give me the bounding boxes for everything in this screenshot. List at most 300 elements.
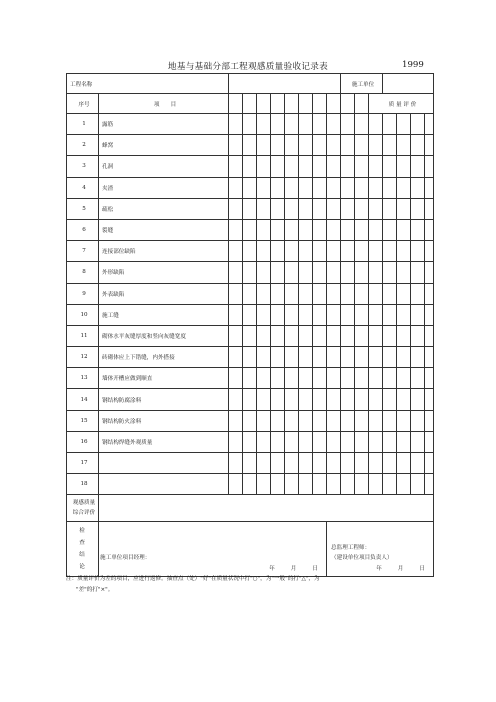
- check-cell[interactable]: [285, 241, 299, 262]
- rating-cell[interactable]: [369, 156, 383, 177]
- check-cell[interactable]: [299, 347, 313, 368]
- check-cell[interactable]: [355, 262, 369, 283]
- check-cell[interactable]: [229, 389, 243, 410]
- rating-cell[interactable]: [369, 219, 383, 240]
- check-cell[interactable]: [243, 453, 257, 474]
- item-name: 钢结构焊缝外观质量: [99, 431, 229, 452]
- check-cell[interactable]: [313, 114, 327, 135]
- check-cell[interactable]: [327, 177, 341, 198]
- check-cell[interactable]: [313, 198, 327, 219]
- check-cell[interactable]: [327, 114, 341, 135]
- check-cell[interactable]: [327, 410, 341, 431]
- check-cell[interactable]: [257, 431, 271, 452]
- rating-header: 质 量 评 价: [369, 94, 434, 114]
- supervisor-date: [362, 564, 427, 572]
- item-number: 8: [67, 262, 99, 283]
- check-cell[interactable]: [285, 135, 299, 156]
- check-cell[interactable]: [271, 114, 285, 135]
- check-cell[interactable]: [285, 431, 299, 452]
- check-cell[interactable]: [243, 198, 257, 219]
- rating-cell[interactable]: [383, 156, 397, 177]
- rating-cell[interactable]: [383, 241, 397, 262]
- check-cell[interactable]: [355, 241, 369, 262]
- rating-cell[interactable]: [425, 198, 434, 219]
- check-cell[interactable]: [257, 368, 271, 389]
- rating-cell[interactable]: [411, 368, 425, 389]
- check-cell[interactable]: [285, 283, 299, 304]
- check-cell[interactable]: [285, 219, 299, 240]
- item-name: 孔洞: [99, 156, 229, 177]
- rating-cell[interactable]: [369, 304, 383, 325]
- rating-cell[interactable]: [411, 347, 425, 368]
- check-cell[interactable]: [229, 347, 243, 368]
- rating-cell[interactable]: [369, 241, 383, 262]
- rating-cell[interactable]: [425, 219, 434, 240]
- check-cell[interactable]: [229, 431, 243, 452]
- rating-cell[interactable]: [369, 283, 383, 304]
- check-header: [299, 94, 313, 114]
- check-cell[interactable]: [313, 347, 327, 368]
- item-header: 项 目: [99, 94, 229, 114]
- check-cell[interactable]: [355, 156, 369, 177]
- rating-cell[interactable]: [369, 177, 383, 198]
- rating-cell[interactable]: [383, 325, 397, 346]
- check-cell[interactable]: [229, 219, 243, 240]
- check-cell[interactable]: [313, 368, 327, 389]
- check-cell[interactable]: [229, 474, 243, 495]
- check-cell[interactable]: [243, 347, 257, 368]
- check-cell[interactable]: [299, 177, 313, 198]
- item-number: 13: [67, 368, 99, 389]
- check-cell[interactable]: [327, 135, 341, 156]
- check-cell[interactable]: [341, 389, 355, 410]
- check-cell[interactable]: [313, 262, 327, 283]
- rating-cell[interactable]: [369, 389, 383, 410]
- check-cell[interactable]: [285, 368, 299, 389]
- check-cell[interactable]: [313, 219, 327, 240]
- rating-cell[interactable]: [397, 262, 411, 283]
- table-row: [67, 135, 434, 156]
- rating-cell[interactable]: [397, 410, 411, 431]
- rating-cell[interactable]: [411, 410, 425, 431]
- check-cell[interactable]: [355, 410, 369, 431]
- contractor-signoff[interactable]: [99, 522, 327, 577]
- rating-cell[interactable]: [425, 431, 434, 452]
- rating-cell[interactable]: [383, 347, 397, 368]
- check-cell[interactable]: [341, 325, 355, 346]
- rating-cell[interactable]: [369, 325, 383, 346]
- check-cell[interactable]: [243, 304, 257, 325]
- rating-cell[interactable]: [383, 431, 397, 452]
- check-cell[interactable]: [313, 325, 327, 346]
- check-cell[interactable]: [355, 198, 369, 219]
- check-cell[interactable]: [229, 177, 243, 198]
- rating-cell[interactable]: [425, 368, 434, 389]
- table-row: [67, 219, 434, 240]
- rating-cell[interactable]: [369, 431, 383, 452]
- check-cell[interactable]: [257, 389, 271, 410]
- table-row: [67, 177, 434, 198]
- check-cell[interactable]: [327, 262, 341, 283]
- rating-cell[interactable]: [425, 304, 434, 325]
- check-cell[interactable]: [271, 177, 285, 198]
- check-cell[interactable]: [243, 241, 257, 262]
- check-cell[interactable]: [299, 453, 313, 474]
- check-cell[interactable]: [271, 156, 285, 177]
- check-cell[interactable]: [243, 135, 257, 156]
- rating-cell[interactable]: [397, 304, 411, 325]
- rating-cell[interactable]: [383, 410, 397, 431]
- check-header: [243, 94, 257, 114]
- check-cell[interactable]: [355, 114, 369, 135]
- check-cell[interactable]: [313, 283, 327, 304]
- check-cell[interactable]: [257, 474, 271, 495]
- check-cell[interactable]: [299, 198, 313, 219]
- check-cell[interactable]: [271, 135, 285, 156]
- rating-cell[interactable]: [411, 453, 425, 474]
- rating-cell[interactable]: [425, 241, 434, 262]
- check-cell[interactable]: [327, 198, 341, 219]
- check-cell[interactable]: [341, 219, 355, 240]
- check-cell[interactable]: [257, 325, 271, 346]
- check-cell[interactable]: [257, 410, 271, 431]
- check-cell[interactable]: [299, 304, 313, 325]
- check-cell[interactable]: [341, 368, 355, 389]
- rating-cell[interactable]: [425, 156, 434, 177]
- check-cell[interactable]: [341, 156, 355, 177]
- check-cell[interactable]: [313, 177, 327, 198]
- check-cell[interactable]: [341, 241, 355, 262]
- check-cell[interactable]: [229, 410, 243, 431]
- check-cell[interactable]: [229, 114, 243, 135]
- supervisor-signoff[interactable]: [327, 522, 434, 577]
- check-cell[interactable]: [271, 389, 285, 410]
- check-cell[interactable]: [313, 135, 327, 156]
- check-cell[interactable]: [299, 283, 313, 304]
- rating-cell[interactable]: [411, 177, 425, 198]
- rating-cell[interactable]: [425, 389, 434, 410]
- check-cell[interactable]: [327, 219, 341, 240]
- rating-cell[interactable]: [425, 347, 434, 368]
- check-cell[interactable]: [229, 325, 243, 346]
- project-name-field[interactable]: [229, 74, 341, 94]
- check-cell[interactable]: [257, 283, 271, 304]
- check-cell[interactable]: [229, 368, 243, 389]
- check-cell[interactable]: [271, 453, 285, 474]
- check-cell[interactable]: [229, 283, 243, 304]
- rating-cell[interactable]: [369, 474, 383, 495]
- rating-cell[interactable]: [397, 474, 411, 495]
- check-cell[interactable]: [243, 262, 257, 283]
- check-cell[interactable]: [341, 177, 355, 198]
- check-cell[interactable]: [243, 368, 257, 389]
- check-cell[interactable]: [355, 474, 369, 495]
- check-cell[interactable]: [341, 410, 355, 431]
- check-cell[interactable]: [257, 156, 271, 177]
- rating-cell[interactable]: [397, 177, 411, 198]
- check-cell[interactable]: [341, 198, 355, 219]
- check-header: [229, 94, 243, 114]
- check-cell[interactable]: [313, 389, 327, 410]
- rating-cell[interactable]: [369, 453, 383, 474]
- rating-cell[interactable]: [425, 474, 434, 495]
- check-cell[interactable]: [327, 389, 341, 410]
- check-cell[interactable]: [299, 474, 313, 495]
- check-cell[interactable]: [299, 389, 313, 410]
- check-cell[interactable]: [271, 219, 285, 240]
- check-cell[interactable]: [257, 198, 271, 219]
- rating-cell[interactable]: [425, 325, 434, 346]
- check-cell[interactable]: [327, 241, 341, 262]
- rating-cell[interactable]: [383, 283, 397, 304]
- check-cell[interactable]: [271, 198, 285, 219]
- check-cell[interactable]: [299, 431, 313, 452]
- check-cell[interactable]: [229, 198, 243, 219]
- rating-cell[interactable]: [397, 389, 411, 410]
- check-cell[interactable]: [257, 453, 271, 474]
- rating-cell[interactable]: [411, 474, 425, 495]
- project-manager-label: 施工单位项目经理：: [100, 555, 151, 562]
- check-cell[interactable]: [341, 474, 355, 495]
- check-cell[interactable]: [229, 241, 243, 262]
- rating-cell[interactable]: [397, 325, 411, 346]
- rating-cell[interactable]: [397, 198, 411, 219]
- rating-cell[interactable]: [411, 389, 425, 410]
- check-cell[interactable]: [257, 304, 271, 325]
- check-cell[interactable]: [355, 389, 369, 410]
- check-cell[interactable]: [243, 389, 257, 410]
- check-cell[interactable]: [257, 219, 271, 240]
- rating-cell[interactable]: [411, 241, 425, 262]
- rating-cell[interactable]: [383, 135, 397, 156]
- check-cell[interactable]: [355, 304, 369, 325]
- rating-cell[interactable]: [383, 198, 397, 219]
- check-cell[interactable]: [271, 347, 285, 368]
- rating-cell[interactable]: [383, 368, 397, 389]
- check-cell[interactable]: [243, 219, 257, 240]
- check-cell[interactable]: [271, 474, 285, 495]
- rating-cell[interactable]: [397, 219, 411, 240]
- rating-cell[interactable]: [369, 347, 383, 368]
- conclusion-label: [67, 522, 99, 577]
- rating-cell[interactable]: [397, 347, 411, 368]
- check-cell[interactable]: [243, 283, 257, 304]
- check-cell[interactable]: [355, 453, 369, 474]
- rating-cell[interactable]: [411, 156, 425, 177]
- check-cell[interactable]: [257, 262, 271, 283]
- rating-cell[interactable]: [383, 262, 397, 283]
- check-cell[interactable]: [341, 135, 355, 156]
- check-cell[interactable]: [341, 283, 355, 304]
- check-cell[interactable]: [355, 431, 369, 452]
- check-cell[interactable]: [285, 410, 299, 431]
- check-cell[interactable]: [285, 114, 299, 135]
- check-cell[interactable]: [229, 304, 243, 325]
- check-cell[interactable]: [229, 135, 243, 156]
- rating-cell[interactable]: [425, 135, 434, 156]
- check-cell[interactable]: [299, 410, 313, 431]
- check-cell[interactable]: [271, 241, 285, 262]
- check-cell[interactable]: [257, 114, 271, 135]
- check-cell[interactable]: [313, 410, 327, 431]
- rating-cell[interactable]: [397, 283, 411, 304]
- check-cell[interactable]: [341, 431, 355, 452]
- check-cell[interactable]: [299, 156, 313, 177]
- table-row: [67, 453, 434, 474]
- check-cell[interactable]: [243, 474, 257, 495]
- check-cell[interactable]: [271, 283, 285, 304]
- check-cell[interactable]: [341, 304, 355, 325]
- check-cell[interactable]: [285, 474, 299, 495]
- check-cell[interactable]: [229, 262, 243, 283]
- rating-cell[interactable]: [425, 114, 434, 135]
- contractor-field[interactable]: [383, 74, 434, 94]
- rating-cell[interactable]: [369, 114, 383, 135]
- check-cell[interactable]: [355, 177, 369, 198]
- check-cell[interactable]: [341, 114, 355, 135]
- check-cell[interactable]: [327, 474, 341, 495]
- rating-cell[interactable]: [397, 431, 411, 452]
- rating-cell[interactable]: [411, 114, 425, 135]
- check-cell[interactable]: [341, 347, 355, 368]
- check-cell[interactable]: [229, 156, 243, 177]
- check-cell[interactable]: [285, 156, 299, 177]
- check-cell[interactable]: [299, 241, 313, 262]
- form-year: 1999: [402, 60, 424, 70]
- date-day-label: 日: [419, 566, 428, 573]
- check-cell[interactable]: [327, 304, 341, 325]
- rating-cell[interactable]: [383, 453, 397, 474]
- rating-cell[interactable]: [397, 453, 411, 474]
- check-cell[interactable]: [243, 114, 257, 135]
- rating-cell[interactable]: [411, 431, 425, 452]
- rating-cell[interactable]: [425, 262, 434, 283]
- date-month-label: 月: [290, 566, 299, 573]
- check-cell[interactable]: [299, 219, 313, 240]
- item-name: 露筋: [99, 114, 229, 135]
- check-cell[interactable]: [285, 198, 299, 219]
- check-cell[interactable]: [243, 410, 257, 431]
- check-cell[interactable]: [327, 453, 341, 474]
- rating-cell[interactable]: [411, 304, 425, 325]
- check-cell[interactable]: [327, 283, 341, 304]
- check-cell[interactable]: [313, 474, 327, 495]
- rating-cell[interactable]: [411, 198, 425, 219]
- rating-cell[interactable]: [425, 453, 434, 474]
- check-cell[interactable]: [243, 431, 257, 452]
- rating-cell[interactable]: [369, 410, 383, 431]
- check-cell[interactable]: [271, 304, 285, 325]
- rating-cell[interactable]: [397, 114, 411, 135]
- rating-cell[interactable]: [383, 177, 397, 198]
- check-cell[interactable]: [285, 325, 299, 346]
- check-cell[interactable]: [355, 219, 369, 240]
- check-cell[interactable]: [299, 325, 313, 346]
- rating-cell[interactable]: [369, 135, 383, 156]
- check-cell[interactable]: [341, 262, 355, 283]
- summary-field[interactable]: [99, 495, 434, 522]
- rating-cell[interactable]: [411, 262, 425, 283]
- rating-cell[interactable]: [383, 474, 397, 495]
- rating-cell[interactable]: [383, 389, 397, 410]
- item-number: 14: [67, 389, 99, 410]
- rating-cell[interactable]: [383, 114, 397, 135]
- check-cell[interactable]: [355, 135, 369, 156]
- rating-cell[interactable]: [425, 283, 434, 304]
- check-cell[interactable]: [257, 347, 271, 368]
- rating-cell[interactable]: [425, 177, 434, 198]
- rating-cell[interactable]: [369, 198, 383, 219]
- summary-label: [67, 495, 99, 522]
- rating-cell[interactable]: [383, 304, 397, 325]
- check-cell[interactable]: [229, 453, 243, 474]
- rating-cell[interactable]: [411, 325, 425, 346]
- rating-cell[interactable]: [425, 410, 434, 431]
- check-cell[interactable]: [299, 135, 313, 156]
- inspection-table: [66, 73, 434, 577]
- check-cell[interactable]: [285, 304, 299, 325]
- check-cell[interactable]: [271, 262, 285, 283]
- check-cell[interactable]: [257, 241, 271, 262]
- rating-cell[interactable]: [369, 368, 383, 389]
- check-cell[interactable]: [313, 453, 327, 474]
- check-cell[interactable]: [299, 368, 313, 389]
- check-cell[interactable]: [257, 177, 271, 198]
- check-cell[interactable]: [313, 241, 327, 262]
- check-cell[interactable]: [327, 156, 341, 177]
- check-cell[interactable]: [271, 368, 285, 389]
- check-cell[interactable]: [299, 114, 313, 135]
- check-cell[interactable]: [355, 368, 369, 389]
- check-cell[interactable]: [271, 431, 285, 452]
- rating-cell[interactable]: [397, 135, 411, 156]
- rating-cell[interactable]: [397, 241, 411, 262]
- rating-cell[interactable]: [383, 219, 397, 240]
- check-cell[interactable]: [327, 431, 341, 452]
- check-cell[interactable]: [243, 156, 257, 177]
- check-cell[interactable]: [341, 453, 355, 474]
- check-cell[interactable]: [271, 410, 285, 431]
- rating-cell[interactable]: [411, 219, 425, 240]
- check-cell[interactable]: [313, 156, 327, 177]
- rating-cell[interactable]: [397, 156, 411, 177]
- check-cell[interactable]: [327, 325, 341, 346]
- check-cell[interactable]: [285, 347, 299, 368]
- table-row: [67, 114, 434, 135]
- table-row: [67, 410, 434, 431]
- check-cell[interactable]: [355, 325, 369, 346]
- check-cell[interactable]: [355, 347, 369, 368]
- check-cell[interactable]: [327, 347, 341, 368]
- check-cell[interactable]: [327, 368, 341, 389]
- check-cell[interactable]: [271, 325, 285, 346]
- check-cell[interactable]: [285, 177, 299, 198]
- check-cell[interactable]: [355, 283, 369, 304]
- check-cell[interactable]: [257, 135, 271, 156]
- check-cell[interactable]: [313, 431, 327, 452]
- check-cell[interactable]: [299, 262, 313, 283]
- rating-cell[interactable]: [411, 135, 425, 156]
- check-cell[interactable]: [285, 453, 299, 474]
- check-cell[interactable]: [243, 325, 257, 346]
- check-cell[interactable]: [313, 304, 327, 325]
- check-cell[interactable]: [285, 262, 299, 283]
- check-cell[interactable]: [243, 177, 257, 198]
- rating-cell[interactable]: [397, 368, 411, 389]
- rating-cell[interactable]: [369, 262, 383, 283]
- rating-cell[interactable]: [411, 283, 425, 304]
- check-cell[interactable]: [285, 389, 299, 410]
